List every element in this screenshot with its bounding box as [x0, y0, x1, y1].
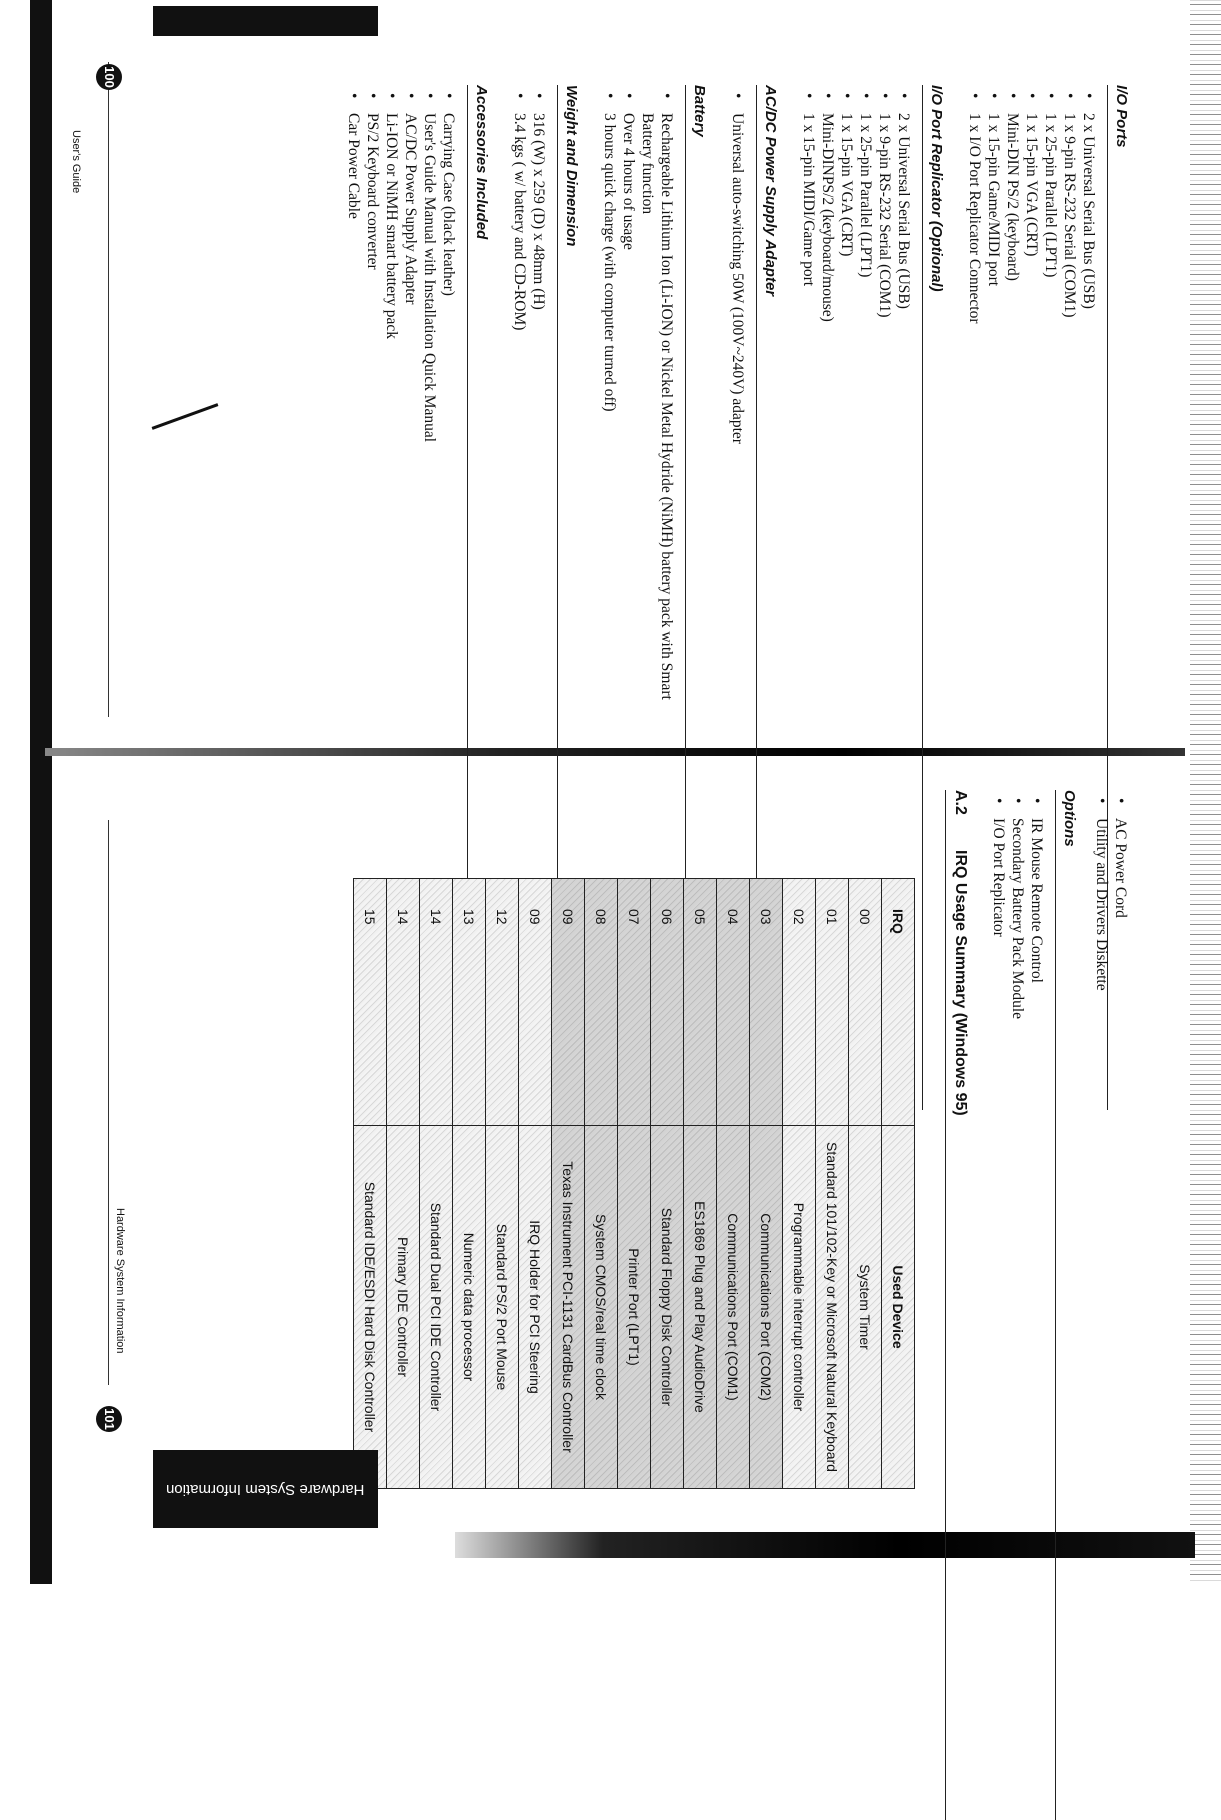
bullet-item: • 1 x 15-pin MIDI/Game port	[799, 85, 818, 725]
section-title: IRQ Usage Summary (Windows 95)	[952, 850, 969, 1116]
left-footer-rule	[108, 62, 109, 717]
bullet-item: • 1 x 15-pin VGA (CRT)	[1022, 85, 1041, 725]
chapter-side-tab	[153, 1450, 378, 1528]
bullet-item: • Universal auto-switching 50W (100V~240V) adapter	[728, 85, 747, 725]
spec-section	[344, 85, 490, 725]
bullet-item: • I/O Port Replicator	[989, 790, 1008, 1510]
irq-cell: 01	[816, 879, 849, 1126]
bullet-item: • Carrying Case (black leather)	[439, 85, 458, 725]
irq-cell: 13	[453, 879, 486, 1126]
section-number: A.2	[952, 790, 969, 815]
device-cell: Printer Port (LPT1)	[618, 1126, 651, 1489]
table-row	[849, 879, 882, 1489]
device-cell: Standard Dual PCI IDE Controller	[420, 1126, 453, 1489]
irq-table-header-row	[882, 879, 915, 1489]
irq-cell: 08	[585, 879, 618, 1126]
bullet-item: • User's Guide Manual with Installation Quick Manual	[420, 85, 439, 725]
section-heading: Accessories Included	[467, 85, 490, 1110]
device-cell: System CMOS/real time clock	[585, 1126, 618, 1489]
table-row	[750, 879, 783, 1489]
bullet-item: • 1 x 9-pin RS-232 Serial (COM1)	[1060, 85, 1079, 725]
bullet-list	[965, 85, 1098, 725]
options-list	[989, 790, 1046, 1510]
bullet-item: • IR Mouse Remote Control	[1027, 790, 1046, 1510]
right-footer-label: Hardware System Information	[114, 1208, 126, 1354]
irq-cell: 03	[750, 879, 783, 1126]
bullet-item: • AC/DC Power Supply Adapter	[401, 85, 420, 725]
spec-section	[799, 85, 945, 725]
table-row	[552, 879, 585, 1489]
bullet-item: • Over 4 hours of usage	[619, 85, 638, 725]
irq-column-header: IRQ	[882, 879, 915, 1126]
table-row	[783, 879, 816, 1489]
bullet-item: • 3.4 kgs ( w/ battery and CD-ROM)	[510, 85, 529, 725]
bullet-item: • 2 x Universal Serial Bus (USB)	[1079, 85, 1098, 725]
irq-table	[353, 878, 915, 1489]
table-row	[387, 879, 420, 1489]
device-cell: Programmable interrupt controller	[783, 1126, 816, 1489]
irq-cell: 09	[519, 879, 552, 1126]
device-cell: Communications Port (COM1)	[717, 1126, 750, 1489]
section-heading: I/O Ports	[1107, 85, 1130, 1110]
bullet-item: • 1 x 15-pin VGA (CRT)	[837, 85, 856, 725]
bullet-item: • 1 x I/O Port Replicator Connector	[965, 85, 984, 725]
bullet-item: • Secondary Battery Pack Module	[1008, 790, 1027, 1510]
spec-section	[600, 85, 708, 725]
chapter-side-tab-label: Hardware System Information	[166, 1480, 365, 1498]
bullet-item: • Mini-DINPS/2 (keyboard/mouse)	[818, 85, 837, 725]
spec-section	[510, 85, 580, 725]
bullet-list	[600, 85, 676, 725]
table-row	[420, 879, 453, 1489]
device-cell: Numeric data processor	[453, 1126, 486, 1489]
table-row	[816, 879, 849, 1489]
bullet-item: • 316 (W) x 259 (D) x 48mm (H)	[529, 85, 548, 725]
device-cell: Standard 101/102-Key or Microsoft Natural Keyboard	[816, 1126, 849, 1489]
device-cell: System Timer	[849, 1126, 882, 1489]
spec-section	[728, 85, 779, 725]
bullet-item: • Utility and Drivers Diskette	[1092, 790, 1111, 1510]
device-cell: Standard PS/2 Port Mouse	[486, 1126, 519, 1489]
irq-cell: 04	[717, 879, 750, 1126]
bullet-item: • Li-ION or NiMH smart battery pack	[382, 85, 401, 725]
irq-cell: 14	[420, 879, 453, 1126]
bullet-item: • 1 x 25-pin Parallel (LPT1)	[856, 85, 875, 725]
left-page	[85, 85, 1130, 725]
device-cell: IRQ Holder for PCI Steering	[519, 1126, 552, 1489]
irq-cell: 07	[618, 879, 651, 1126]
device-cell: Communications Port (COM2)	[750, 1126, 783, 1489]
accessories-continued-list	[1092, 790, 1130, 1510]
bullet-list	[728, 85, 747, 725]
table-row	[519, 879, 552, 1489]
bullet-list	[510, 85, 548, 725]
bullet-item: • 1 x 15-pin Game/MIDI port	[984, 85, 1003, 725]
scan-bar-bottom	[455, 1532, 1195, 1558]
device-cell: Standard IDE/ESDI Hard Disk Controller	[354, 1126, 387, 1489]
section-a2-heading	[945, 790, 969, 1820]
irq-table-body	[354, 879, 882, 1489]
table-row	[486, 879, 519, 1489]
bullet-item: • 1 x 25-pin Parallel (LPT1)	[1041, 85, 1060, 725]
bullet-list	[344, 85, 458, 725]
bullet-item: • Mini-DIN PS/2 (keyboard)	[1003, 85, 1022, 725]
irq-cell: 02	[783, 879, 816, 1126]
table-row	[585, 879, 618, 1489]
spec-sections	[344, 85, 1130, 725]
bullet-item: • 2 x Universal Serial Bus (USB)	[894, 85, 913, 725]
table-row	[684, 879, 717, 1489]
irq-cell: 15	[354, 879, 387, 1126]
irq-cell: 06	[651, 879, 684, 1126]
section-heading: Weight and Dimension	[557, 85, 580, 1110]
device-cell: ES1869 Plug and Play AudioDrive	[684, 1126, 717, 1489]
right-page	[85, 790, 1130, 1510]
table-row	[354, 879, 387, 1489]
page-number-badge-right: 101	[96, 1406, 122, 1432]
scan-edge-left	[30, 0, 52, 1584]
section-heading: Battery	[685, 85, 708, 1110]
bullet-item: • Rechargeable Lithium Ion (Li-ION) or Nickel Metal Hydride (NiMH) battery pack with Smart Battery function	[638, 85, 676, 725]
device-cell: Standard Floppy Disk Controller	[651, 1126, 684, 1489]
device-cell: Primary IDE Controller	[387, 1126, 420, 1489]
scan-bar-top	[153, 6, 378, 36]
table-row	[651, 879, 684, 1489]
right-footer-rule	[108, 820, 109, 1385]
bullet-item: • Car Power Cable	[344, 85, 363, 725]
options-heading: Options	[1055, 790, 1078, 1820]
irq-cell: 09	[552, 879, 585, 1126]
irq-cell: 14	[387, 879, 420, 1126]
device-cell: Texas Instrument PCI-1131 CardBus Controller	[552, 1126, 585, 1489]
spec-section	[965, 85, 1130, 725]
irq-cell: 05	[684, 879, 717, 1126]
scan-edge-right	[1190, 0, 1221, 1584]
left-footer-label: User's Guide	[70, 130, 82, 194]
irq-cell: 12	[486, 879, 519, 1126]
bullet-item: • 3 hours quick charge (with computer turned off)	[600, 85, 619, 725]
section-heading: I/O Port Replicator (Optional)	[922, 85, 945, 1110]
bullet-item: • AC Power Cord	[1111, 790, 1130, 1510]
page-number-badge-left: 100	[96, 64, 122, 90]
table-row	[453, 879, 486, 1489]
bullet-item: • PS/2 Keyboard converter	[363, 85, 382, 725]
table-row	[717, 879, 750, 1489]
page-fold-line	[45, 748, 1185, 756]
bullet-item: • 1 x 9-pin RS-232 Serial (COM1)	[875, 85, 894, 725]
irq-cell: 00	[849, 879, 882, 1126]
section-heading: AC/DC Power Supply Adapter	[756, 85, 779, 1110]
bullet-list	[799, 85, 913, 725]
device-column-header: Used Device	[882, 1126, 915, 1489]
table-row	[618, 879, 651, 1489]
